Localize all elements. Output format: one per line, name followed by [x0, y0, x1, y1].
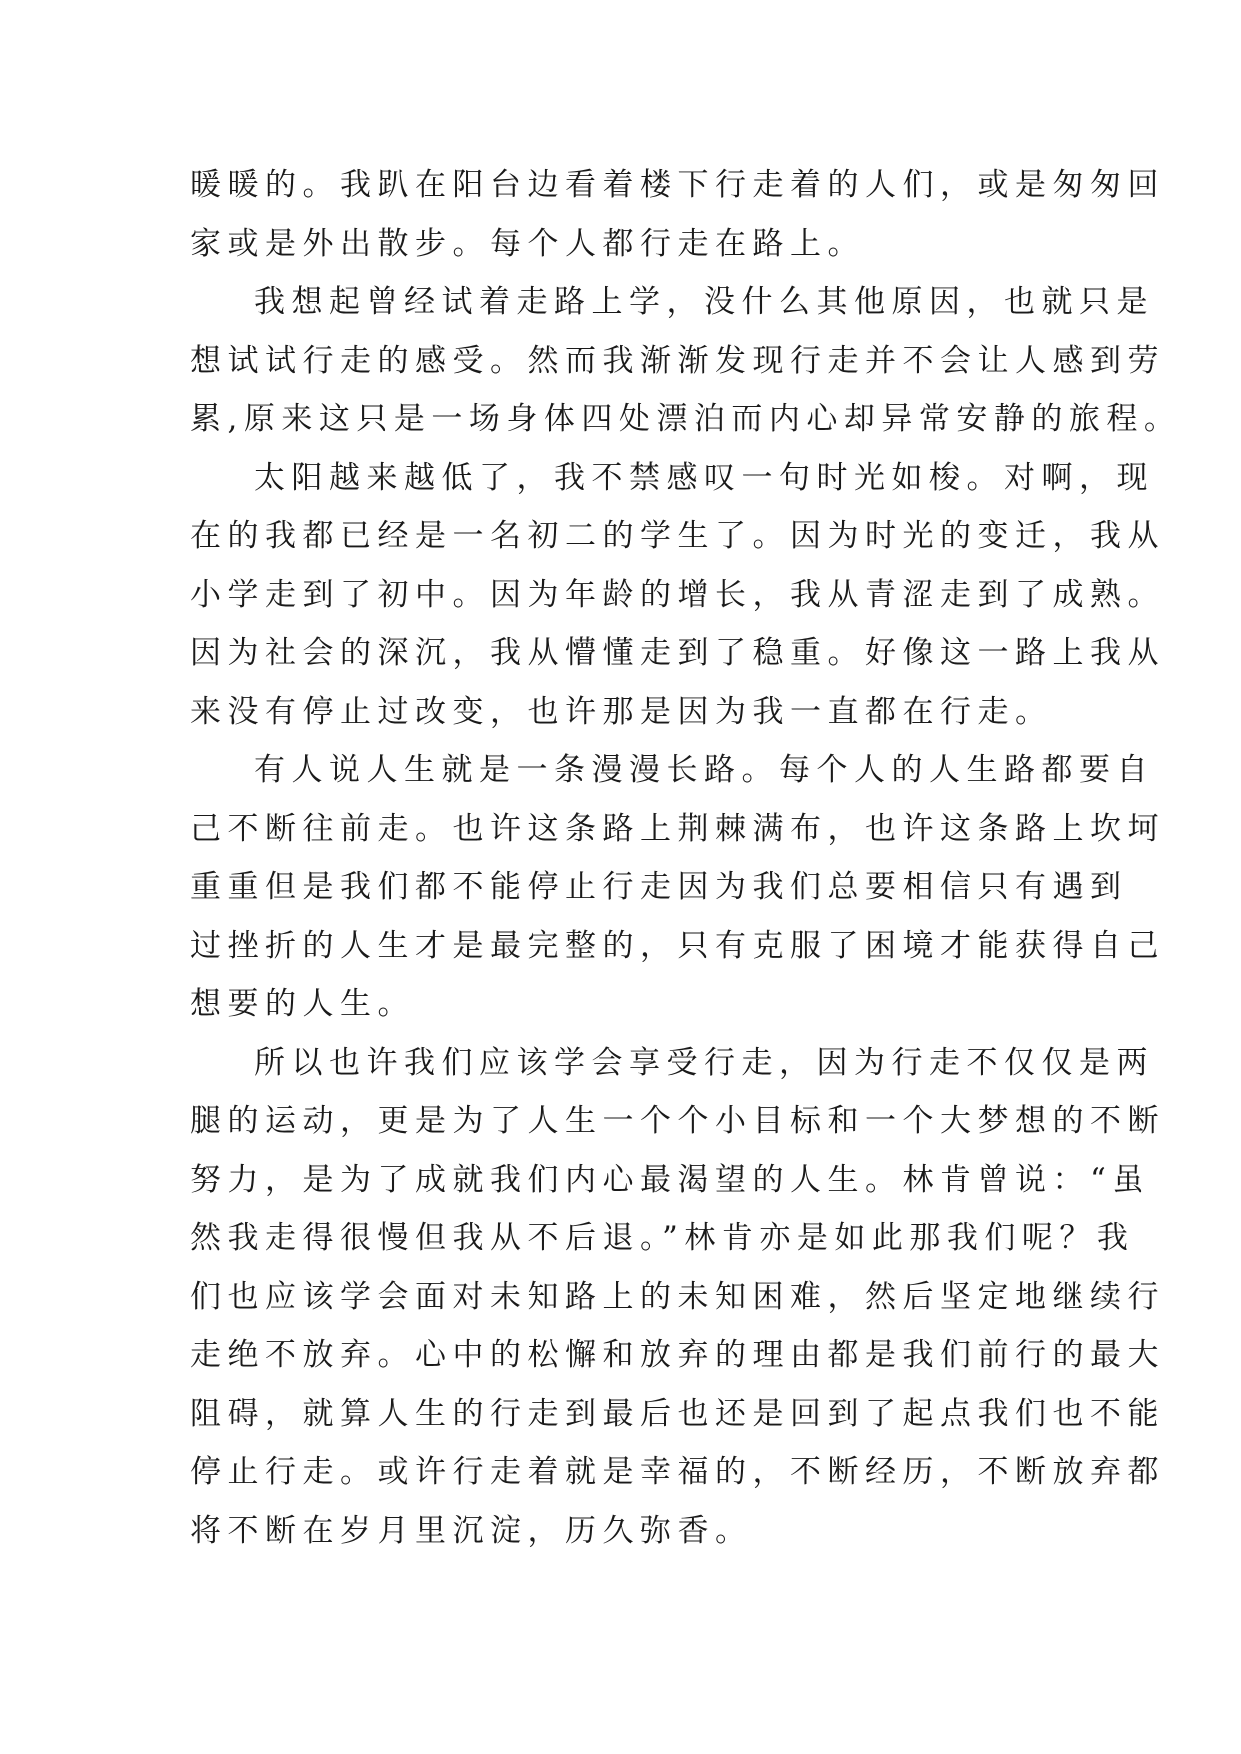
text-line: 太阳越来越低了，我不禁感叹一句时光如梭。对啊，现: [254, 459, 1154, 496]
text-line: 暖暖的。我趴在阳台边看着楼下行走着的人们，或是匆匆回: [190, 167, 1165, 203]
paragraph-5: [190, 1034, 1165, 1561]
paragraph-4: [190, 741, 1165, 1034]
text-line: 过挫折的人生才是最完整的，只有克服了困境才能获得自己: [190, 927, 1165, 964]
text-line: 想要的人生。: [190, 986, 415, 1022]
text-line: 然我走得很慢但我从不后退。”林肯亦是如此那我们呢？我: [190, 1220, 1135, 1256]
text-line: 们也应该学会面对未知路上的未知困难，然后坚定地继续行: [190, 1278, 1165, 1315]
text-line: 家或是外出散步。每个人都行走在路上。: [190, 225, 865, 262]
text-line: 腿的运动，更是为了人生一个个小目标和一个大梦想的不断: [190, 1103, 1165, 1139]
text-line: 走绝不放弃。心中的松懈和放弃的理由都是我们前行的最大: [190, 1337, 1165, 1373]
text-line: 想试试行走的感受。然而我渐渐发现行走并不会让人感到劳: [190, 342, 1165, 379]
paragraph-2: [190, 273, 1182, 449]
text-line: 努力，是为了成就我们内心最渴望的人生。林肯曾说：“虽: [190, 1161, 1150, 1198]
text-line: 重重但是我们都不能停止行走因为我们总要相信只有遇到: [190, 869, 1128, 905]
text-line: 将不断在岁月里沉淀，历久弥香。: [190, 1512, 753, 1549]
text-line: 小学走到了初中。因为年龄的增长，我从青涩走到了成熟。: [190, 576, 1165, 613]
text-line: 停止行走。或许行走着就是幸福的，不断经历，不断放弃都: [190, 1454, 1165, 1490]
essay-body: [190, 156, 1182, 1560]
text-line: 来没有停止过改变，也许那是因为我一直都在行走。: [190, 693, 1053, 730]
text-line: 阻碍，就算人生的行走到最后也还是回到了起点我们也不能: [190, 1395, 1165, 1432]
paragraph-3: [190, 449, 1165, 742]
text-line: 己不断往前走。也许这条路上荆棘满布，也许这条路上坎坷: [190, 810, 1165, 847]
text-line: 因为社会的深沉，我从懵懂走到了稳重。好像这一路上我从: [190, 635, 1165, 671]
text-line: 累,原来这只是一场身体四处漂泊而内心却异常安静的旅程。: [190, 401, 1182, 437]
paragraph-1: [190, 156, 1165, 273]
text-line: 我想起曾经试着走路上学，没什么其他原因，也就只是: [254, 284, 1154, 320]
text-line: 在的我都已经是一名初二的学生了。因为时光的变迁，我从: [190, 518, 1165, 554]
text-line: 有人说人生就是一条漫漫长路。每个人的人生路都要自: [254, 752, 1154, 788]
text-line: 所以也许我们应该学会享受行走，因为行走不仅仅是两: [254, 1044, 1154, 1081]
